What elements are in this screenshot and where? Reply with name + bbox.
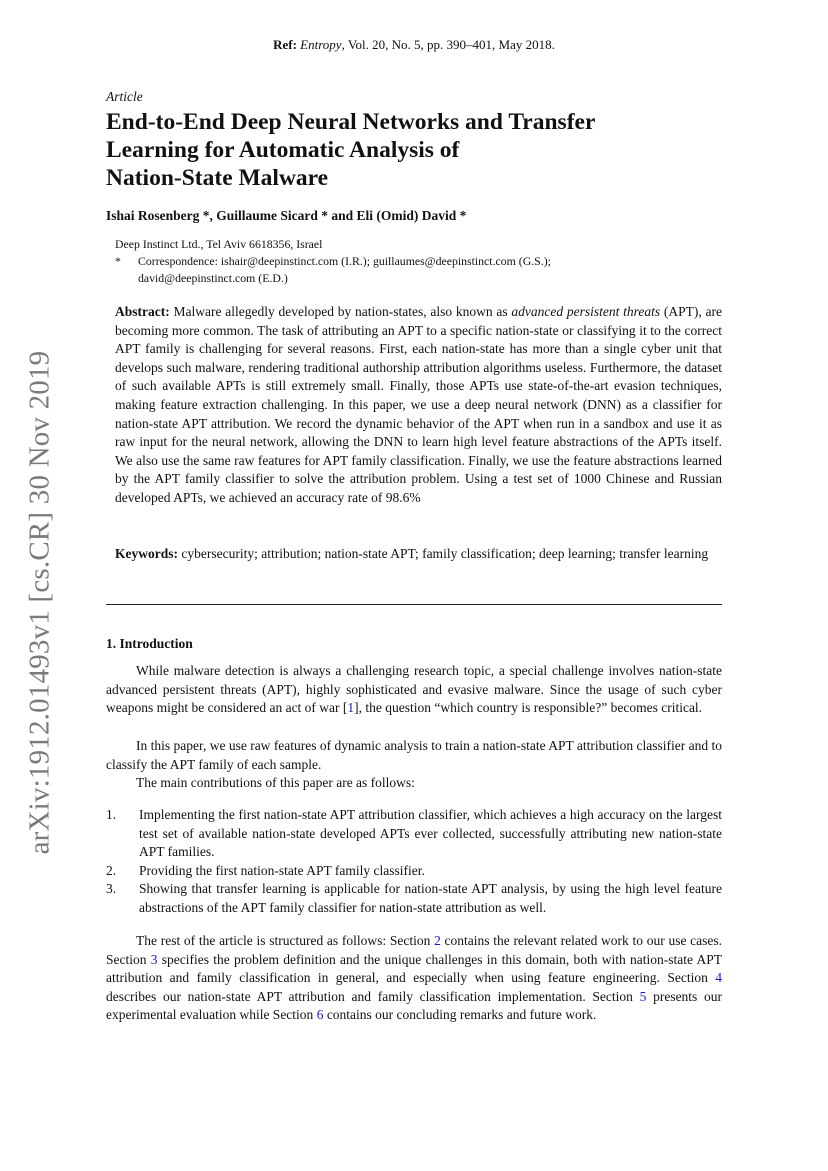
citation-details: , Vol. 20, No. 5, pp. 390–401, May 2018. <box>341 37 555 52</box>
section-divider <box>106 604 722 605</box>
arxiv-identifier: arXiv:1912.01493v1 [cs.CR] 30 Nov 2019 <box>23 350 56 854</box>
citation-link[interactable]: 1 <box>347 700 355 716</box>
section-link-5[interactable]: 5 <box>639 988 647 1004</box>
paper-title <box>106 108 726 192</box>
intro-paragraph-3: The main contributions of this paper are as follows: <box>136 775 415 790</box>
list-number: 2. <box>106 862 117 878</box>
list-text: Showing that transfer learning is applicable for nation-state APT analysis, by using the high level feature abstractions of the APT family classifier for nation-state attribution as well. <box>139 881 722 915</box>
correspondence-continued: david@deepinstinct.com (E.D.) <box>138 271 288 285</box>
paragraph-text: presents our experimental evaluation while Section <box>106 988 723 1023</box>
list-item <box>106 806 722 862</box>
abstract-text-continued: (APT), are becoming more common. The task of attributing an APT to a specific nation-state or classifying it to the correct APT family is challenging for several reasons. First, each nation-state has more than a single cyber unit that develops such malware, rendering traditional authorship attribution algorithms useless. Furthermore, the dataset of such available APTs is still extremely small. Finally, those APTs use state-of-the-art evasion techniques, making feature extraction challenging. In this paper, we use a deep neural network (DNN) as a classifier for nation-state APT attribution. We record the dynamic behavior of the APT when run in a sandbox and use it as raw input for the neural network, allowing the DNN to learn high level feature abstractions of the APTs itself. We also use the same raw features for APT family classification. Finally, we use the feature abstractions learned by the APT family classifier to solve the attribution problem. Using a test set of 1000 Chinese and Russian developed APTs, we achieved an accuracy rate of 98.6% <box>115 304 723 505</box>
keywords-list: cybersecurity; attribution; nation-state APT; family classification; deep learning; transfer learning <box>181 546 709 561</box>
correspondence-marker: * <box>115 254 121 268</box>
paragraph-text: describes our nation-state APT attribution and family classification implementation. Section <box>106 988 633 1004</box>
list-number: 1. <box>106 807 117 822</box>
author-list: Ishai Rosenberg *, Guillaume Sicard * and Eli (Omid) David * <box>106 208 467 223</box>
affiliation: Deep Instinct Ltd., Tel Aviv 6618356, Israel <box>115 237 323 251</box>
section-link-3[interactable]: 3 <box>150 951 158 967</box>
abstract-label: Abstract: <box>115 304 170 319</box>
title-line: Nation-State Malware <box>106 165 329 191</box>
intro-paragraph-2: In this paper, we use raw features of dynamic analysis to train a nation-state APT attribution classifier and to classify the APT family of each sample. <box>106 738 722 772</box>
list-text: Implementing the first nation-state APT attribution classifier, which achieves a high accuracy on the largest test set of available nation-state developed APTs ever collected, successfully attributing new nation-state APT families. <box>139 807 722 860</box>
section-link-4[interactable]: 4 <box>715 970 722 986</box>
paragraph-text-continued: ], the question “which country is responsible?” becomes critical. <box>354 700 703 716</box>
section-link-6[interactable]: 6 <box>316 1007 324 1023</box>
keywords <box>115 545 722 564</box>
keywords-label: Keywords: <box>115 546 178 561</box>
abstract-text: Malware allegedly developed by nation-states, also known as <box>173 304 508 319</box>
contributions-list <box>106 806 722 918</box>
abstract <box>115 303 722 508</box>
paragraph-text: While malware detection is always a challenging research topic, a special challenge involves nation-state advanced persistent threats (APT), highly sophisticated and evasive malware. Since the usage of such cyber weapons might be considered an act of war [ <box>106 663 722 716</box>
title-line: Learning for Automatic Analysis of <box>106 137 460 163</box>
correspondence-emails: Correspondence: ishair@deepinstinct.com (I.R.); guillaumes@deepinstinct.com (G.S.); <box>138 254 551 268</box>
paragraph-text: The rest of the article is structured as follows: Section <box>136 933 431 948</box>
list-item <box>106 880 722 917</box>
intro-paragraph-1 <box>106 662 722 718</box>
list-item <box>106 862 722 881</box>
article-type: Article <box>106 89 143 104</box>
journal-reference <box>0 37 828 53</box>
affiliation-block <box>115 236 715 287</box>
arxiv-sidebar <box>18 350 61 854</box>
paragraph-text: contains our concluding remarks and future work. <box>326 1007 597 1023</box>
section-heading-introduction: 1. Introduction <box>106 636 193 651</box>
ref-label: Ref: <box>273 37 297 52</box>
paragraph-text: contains the relevant related work to our use cases. Section <box>106 933 723 967</box>
list-text: Providing the first nation-state APT family classifier. <box>139 862 425 878</box>
title-line: End-to-End Deep Neural Networks and Transfer <box>106 109 596 135</box>
correspondence <box>115 253 715 270</box>
section-link-2[interactable]: 2 <box>434 933 441 948</box>
abstract-emphasis: advanced persistent threats <box>511 304 661 319</box>
journal-name: Entropy <box>300 37 342 52</box>
paragraph-text: specifies the problem definition and the unique challenges in this domain, both with nation-state APT attribution and family classification in general, and especially when using feature engineering. Section <box>106 951 723 986</box>
list-number: 3. <box>106 881 117 897</box>
intro-paragraph-4 <box>106 932 722 1025</box>
